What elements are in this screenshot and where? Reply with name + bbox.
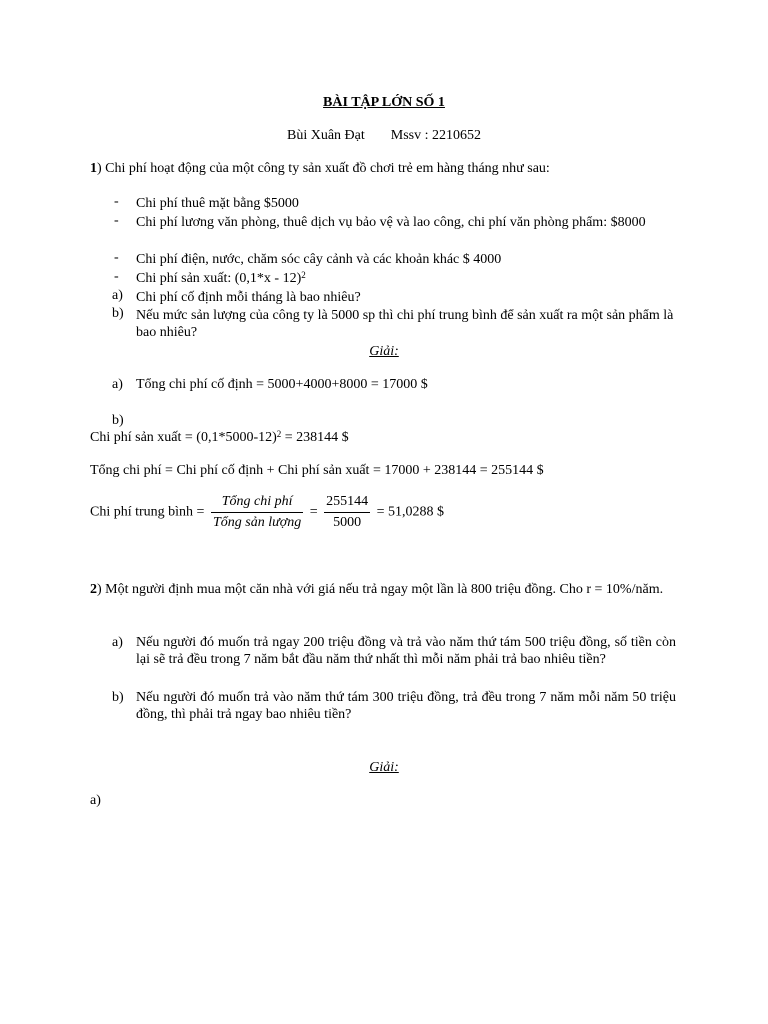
production-cost-line: Chi phí sản xuất = $(0,1*5000-12)^2 = 238144$ $ <box>90 429 349 445</box>
production-cost-formula: Chi phí sản xuất: (0,1*x - 12) <box>136 271 302 286</box>
solution-2a-marker: a) <box>90 793 101 808</box>
list-item: Chi phí lương văn phòng, thuê dịch vụ bảo vệ và lao công, chi phí văn phòng phẩm: $8000 <box>136 215 646 230</box>
list-marker: b) <box>112 306 124 321</box>
question-1-text: ) Chi phí hoạt động của một công ty sản xuất đồ chơi trẻ em hàng tháng như sau: <box>97 161 550 176</box>
list-item: Chi phí điện, nước, chăm sóc cây cảnh và các khoản khác $ 4000 <box>136 252 502 267</box>
document-title: BÀI TẬP LỚN SỐ 1 <box>323 95 445 110</box>
list-marker: - <box>114 213 119 228</box>
list-marker: - <box>114 269 119 284</box>
fraction-general: $\frac{\text{Tổng chi phí}}{\text{Tổng sản lượng}}$ <box>212 494 302 530</box>
list-marker: a) <box>112 288 123 303</box>
list-item: Nếu mức sản lượng của công ty là 5000 sp thì chi phí trung bình để sản xuất ra một sản phẩm là bao nhiêu? <box>136 308 674 340</box>
list-item: Chi phí thuê mặt bằng $5000 <box>136 196 299 211</box>
list-item: Nếu người đó muốn trả ngay 200 triệu đồng và trả vào năm thứ tám 500 triệu đồng, số tiền còn lại sẽ trả đều trong 7 năm bắt đầu năm thứ nhất thì mỗi năm phải trả bao nhiêu tiền? <box>136 635 676 667</box>
author-name: Bùi Xuân Đạt <box>287 128 365 143</box>
student-id: Mssv : 2210652 <box>390 128 481 143</box>
list-marker: a) <box>112 635 123 650</box>
solution-heading-1: Giải: <box>369 344 399 359</box>
author-line <box>0 127 768 144</box>
solution-b-marker: b) <box>112 413 124 428</box>
list-item <box>136 270 681 287</box>
list-item: Nếu người đó muốn trả vào năm thứ tám 300 triệu đồng, trả đều trong 7 năm mỗi năm 50 triệu đồng, thì phải trả ngay bao nhiêu tiền? <box>136 690 676 722</box>
list-marker: - <box>114 194 119 209</box>
exponent: 2 <box>301 270 306 280</box>
solution-heading-2: Giải: <box>369 760 399 775</box>
fraction-values: $\frac{255144}{5000}$ <box>326 494 369 530</box>
question-1-intro <box>90 160 550 177</box>
list-marker: b) <box>112 690 124 705</box>
list-item: Chi phí cố định mỗi tháng là bao nhiêu? <box>136 290 361 305</box>
solution-a-line: Tổng chi phí cố định = 5000+4000+8000 = 17000 $ <box>136 377 428 392</box>
list-marker: a) <box>112 377 123 392</box>
list-marker: - <box>114 250 119 265</box>
question-2-intro <box>90 580 678 599</box>
total-cost-line: Tổng chi phí = Chi phí cố định + Chi phí sản xuất = 17000 + 238144 = 255144 $ <box>90 463 544 478</box>
question-1-number: 1 <box>90 161 97 176</box>
average-cost-line: Chi phí trung bình = $\frac{\text{Tổng chi phí}}{\text{Tổng sản lượng}}$ = $\frac{255144}{5000}$ = 51,0288 $ <box>90 494 445 530</box>
question-2-number: 2 <box>90 582 97 597</box>
exponent: 2 <box>276 429 282 439</box>
question-2-text: ) Một người định mua một căn nhà với giá nếu trả ngay một lần là 800 triệu đồng. Cho r = 10%/năm. <box>97 582 664 597</box>
average-cost-label: Chi phí trung bình = <box>90 504 205 520</box>
